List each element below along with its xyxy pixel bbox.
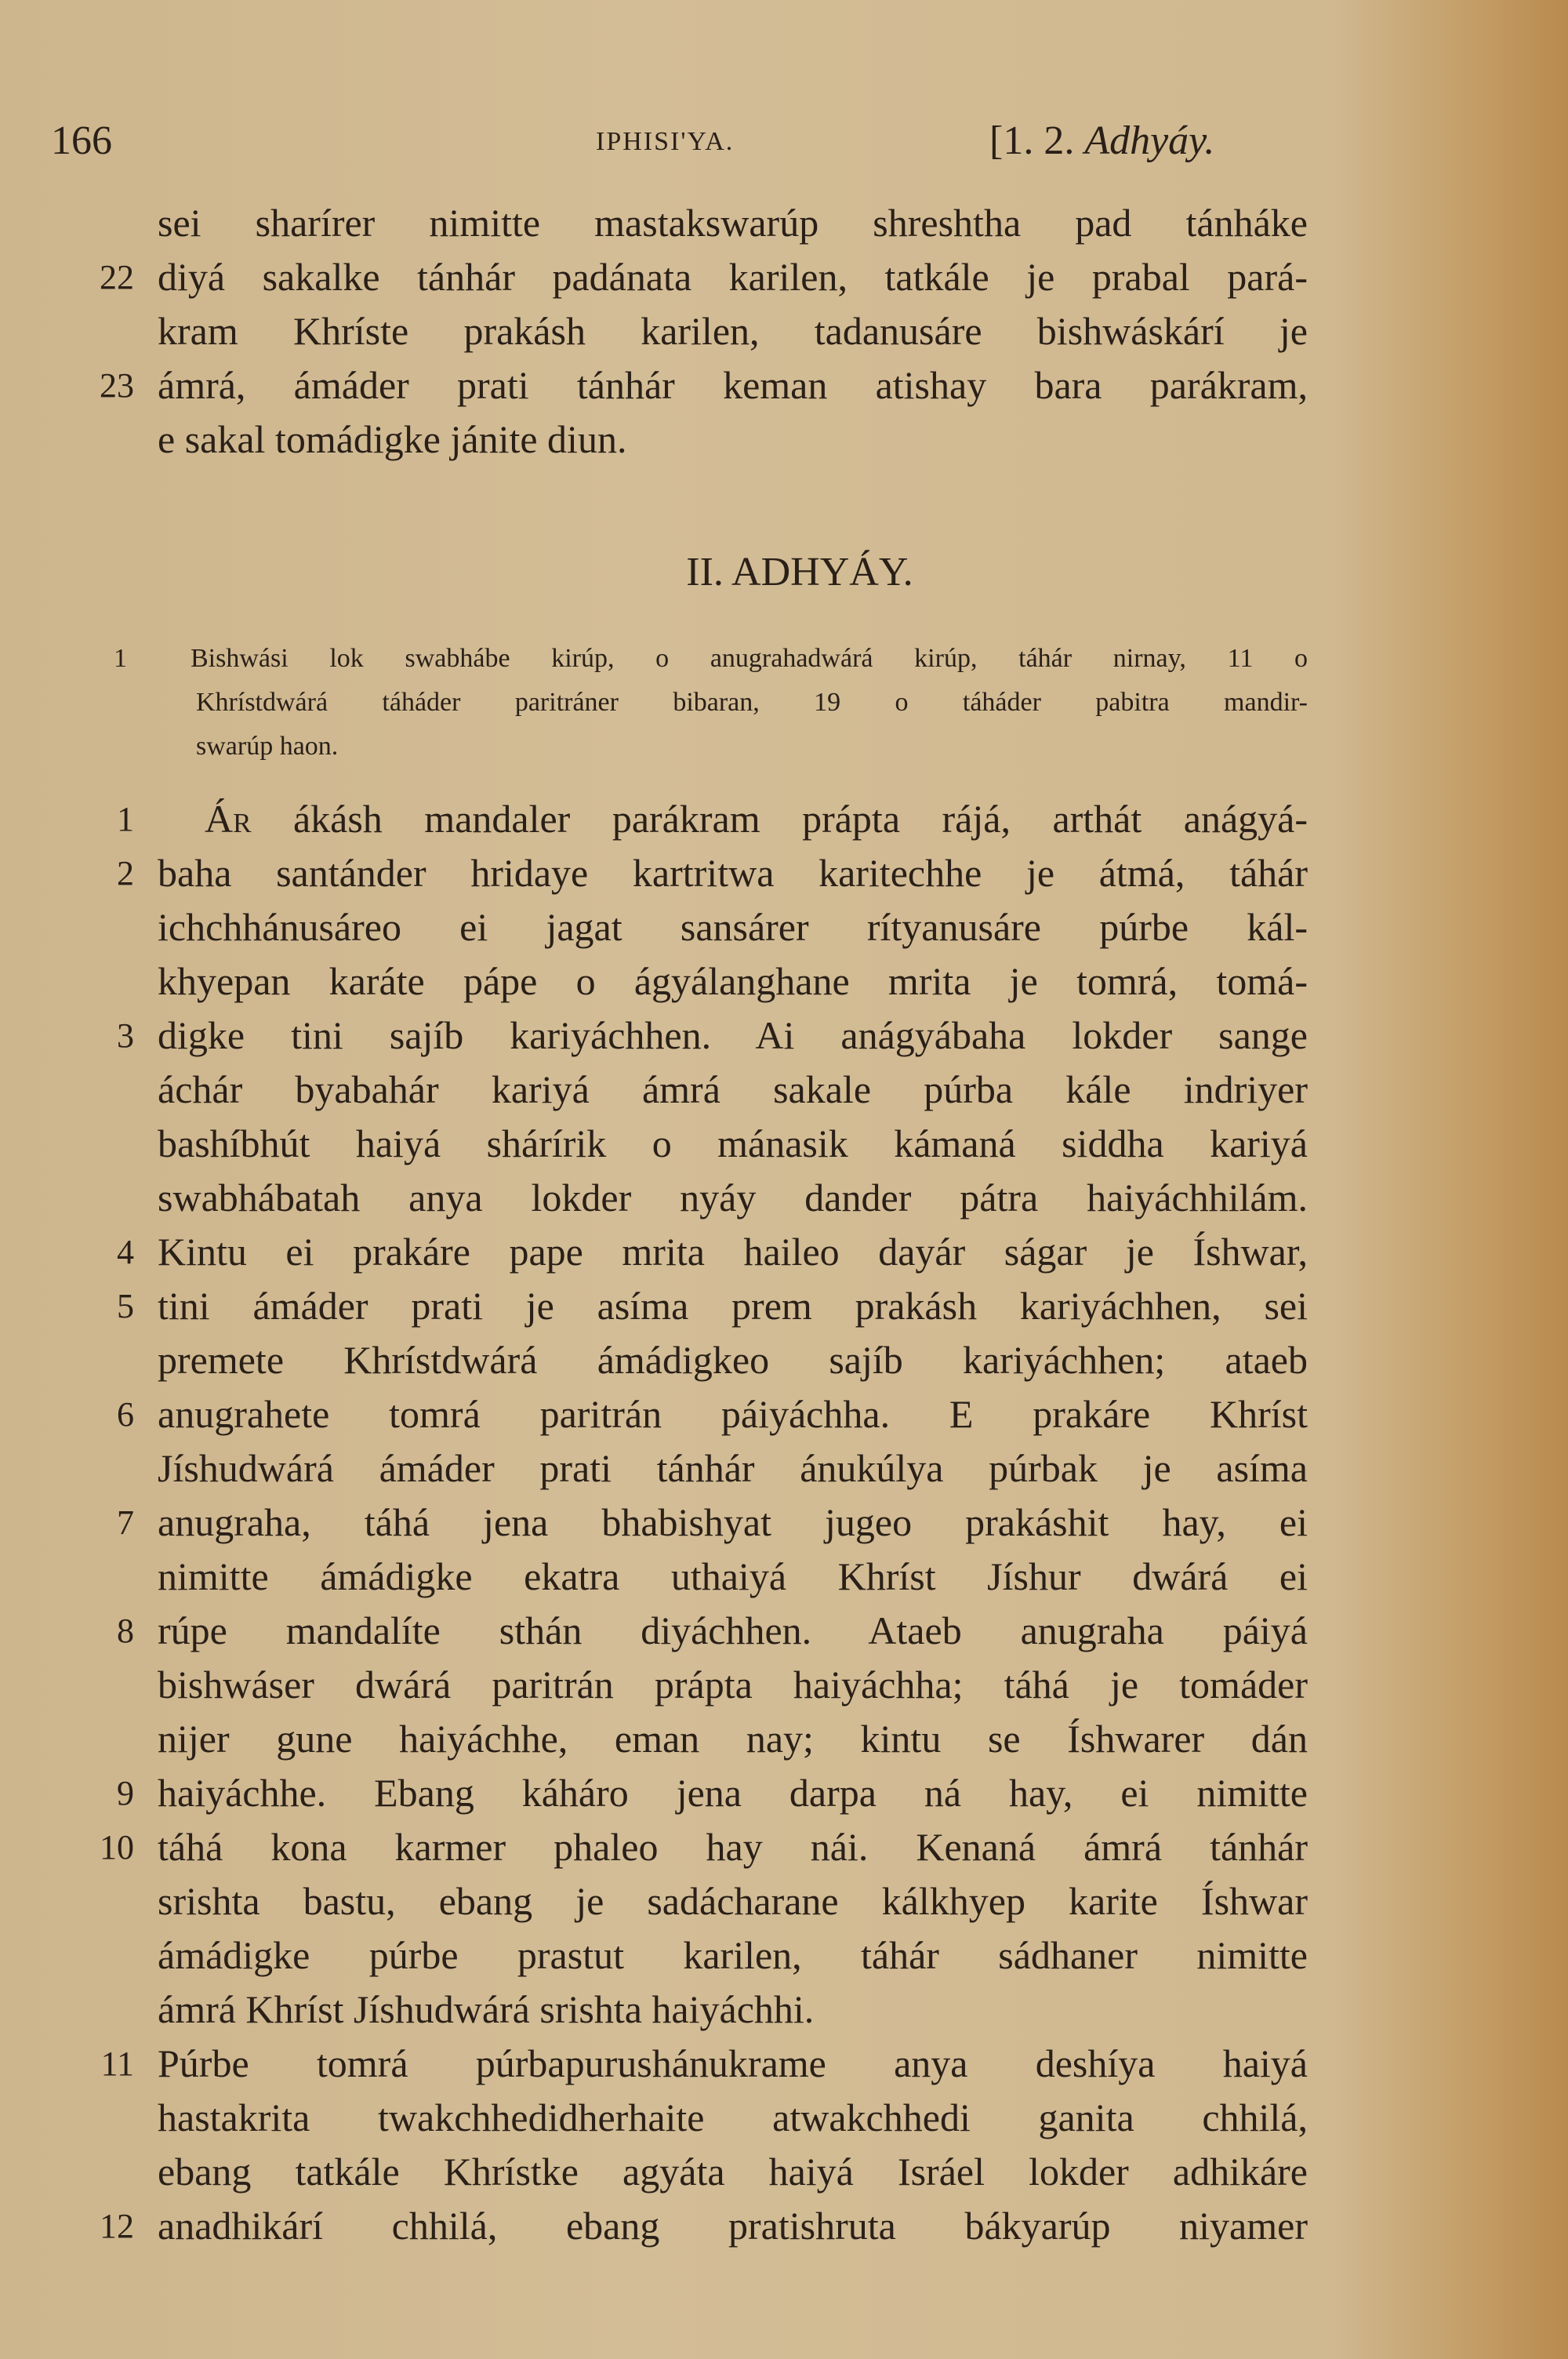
page-number: 166 [51,118,112,163]
line-text: Kintu ei prakáre pape mrita haileo dayár ságar je Íshwar, [158,1230,1308,1274]
verse-number: 6 [117,1395,134,1434]
line-text: srishta bastu, ebang je sadácharane kálkhyep karite Íshwar [158,1879,1308,1923]
line-text: khyepan karáte pápe o ágyálanghane mrita je tomrá, tomá- [158,959,1308,1003]
text-line [117,846,1308,900]
line-text: rúpe mandalíte sthán diyáchhen. Ataeb anugraha páiyá [158,1608,1308,1652]
line-text: baha santánder hridaye kartritwa karitechhe je átmá, táhár [158,851,1308,895]
chapter-summary [114,637,1308,769]
verse-number: 7 [117,1503,134,1542]
body-text [100,792,1308,2253]
text-line [117,1496,1308,1550]
verse-number: 3 [117,1016,134,1055]
line-text: ámrá, ámáder prati tánhár keman atishay bara parákram, [158,363,1308,407]
line-text: ichchhánusáreo ei jagat sansárer rítyanusáre púrbe kál- [158,905,1308,949]
text-line [158,1171,1308,1225]
text-line [158,2091,1308,2145]
line-rest: ákásh mandaler parákram prápta rájá, arthát anágyá- [251,797,1308,841]
text-line [158,1441,1308,1496]
line-text: premete Khrístdwárá ámádigkeo sajíb kariyáchhen; ataeb [158,1338,1308,1382]
line-text: hastakrita twakchhedidherhaite atwakchhedi ganita chhilá, [158,2095,1308,2139]
verse-number: 4 [117,1233,134,1271]
text-line [158,304,1308,358]
line-text: haiyáchhe. Ebang káháro jena darpa ná hay, ei nimitte [158,1771,1308,1815]
line-text: ámádigke púrbe prastut karilen, táhár sádhaner nimitte [158,1933,1308,1977]
verse-number: 9 [117,1774,134,1812]
text-line [158,1550,1308,1604]
line-text: diyá sakalke tánhár padánata karilen, tatkále je prabal pará- [158,255,1308,299]
verse-number: 23 [100,366,134,405]
line-text: bishwáser dwárá paritrán prápta haiyáchha; táhá je tomáder [158,1663,1308,1707]
verse-number: 12 [100,2207,134,2245]
summary-line: Khrístdwárá táháder paritráner bibaran, 19 o táháder pabitra mandir- [196,688,1308,717]
section-prefix: [1. 2. [989,118,1085,163]
text-line [158,1658,1308,1712]
summary-line: Bishwási lok swabhábe kirúp, o anugrahadwárá kirúp, táhár nirnay, 11 o [191,644,1308,673]
line-text: kram Khríste prakásh karilen, tadanusáre bishwáskárí je [158,309,1308,353]
line-text: Jíshudwárá ámáder prati tánhár ánukúlya púrbak je asíma [158,1446,1308,1490]
summary-number: 1 [114,644,127,673]
text-line [158,413,1308,467]
chapter-heading: II. ADHYÁY. [686,550,913,594]
line-text: tini ámáder prati je asíma prem prakásh kariyáchhen, sei [158,1284,1308,1328]
text-line [158,196,1308,250]
verse-number: 10 [100,1828,134,1866]
text-line [158,2145,1308,2199]
text-line [158,1063,1308,1117]
verse-number: 2 [117,854,134,892]
line-text: digke tini sajíb kariyáchhen. Ai anágyábaha lokder sange [158,1013,1308,1057]
section-reference [989,118,1214,164]
line-text: sei sharírer nimitte mastakswarúp shreshtha pad tánháke [158,201,1308,245]
text-line [117,792,1308,846]
text-line [100,358,1308,413]
line-text: swabhábatah anya lokder nyáy dander pátra haiyáchhilám. [158,1176,1308,1219]
summary-line: swarúp haon. [196,732,339,761]
text-line [100,1820,1308,1874]
line-text: áchár byabahár kariyá ámrá sakale púrba kále indriyer [158,1067,1308,1111]
text-line [158,1333,1308,1387]
line-text: anugrahete tomrá paritrán páiyáchha. E prakáre Khríst [158,1392,1308,1436]
text-line [117,1225,1308,1279]
line-text: ámrá Khríst Jíshudwárá srishta haiyáchhi. [158,1987,815,2031]
line-text: e sakal tomádigke jánite diun. [158,417,627,461]
line-text: Púrbe tomrá púrbapurushánukrame anya deshíya haiyá [158,2041,1308,2085]
verse-number: 22 [100,258,134,296]
continued-text [100,196,1308,467]
initial-word: Ár [205,797,252,841]
text-line [117,1009,1308,1063]
line-text [158,792,1308,846]
text-line [117,1387,1308,1441]
text-line [158,1712,1308,1766]
text-line [100,2199,1308,2253]
text-line [117,1279,1308,1333]
running-head: IPHISI'YA. [596,127,735,156]
verse-number: 8 [117,1612,134,1650]
line-text: ebang tatkále Khrístke agyáta haiyá Isráel lokder adhikáre [158,2150,1308,2194]
text-line [158,1874,1308,1928]
section-italic: Adhyáy. [1084,118,1215,163]
text-line [117,1766,1308,1820]
text-line [158,1983,1308,2037]
line-text: táhá kona karmer phaleo hay nái. Kenaná ámrá tánhár [158,1825,1308,1869]
text-line [158,1117,1308,1171]
text-line [117,1604,1308,1658]
text-line [158,900,1308,954]
line-text: anugraha, táhá jena bhabishyat jugeo prakáshit hay, ei [158,1500,1308,1544]
line-text: anadhikárí chhilá, ebang pratishruta bákyarúp niyamer [158,2204,1308,2248]
text-line [158,954,1308,1009]
line-text: nimitte ámádigke ekatra uthaiyá Khríst Jíshur dwárá ei [158,1554,1308,1598]
verse-number: 5 [117,1287,134,1325]
verse-number: 11 [100,2045,134,2083]
line-text: bashíbhút haiyá shárírik o mánasik kámaná siddha kariyá [158,1121,1308,1165]
text-line [158,1928,1308,1983]
line-text: nijer gune haiyáchhe, eman nay; kintu se Íshwarer dán [158,1717,1308,1761]
verse-number: 1 [117,800,134,838]
text-line [100,250,1308,304]
text-line [100,2037,1308,2091]
